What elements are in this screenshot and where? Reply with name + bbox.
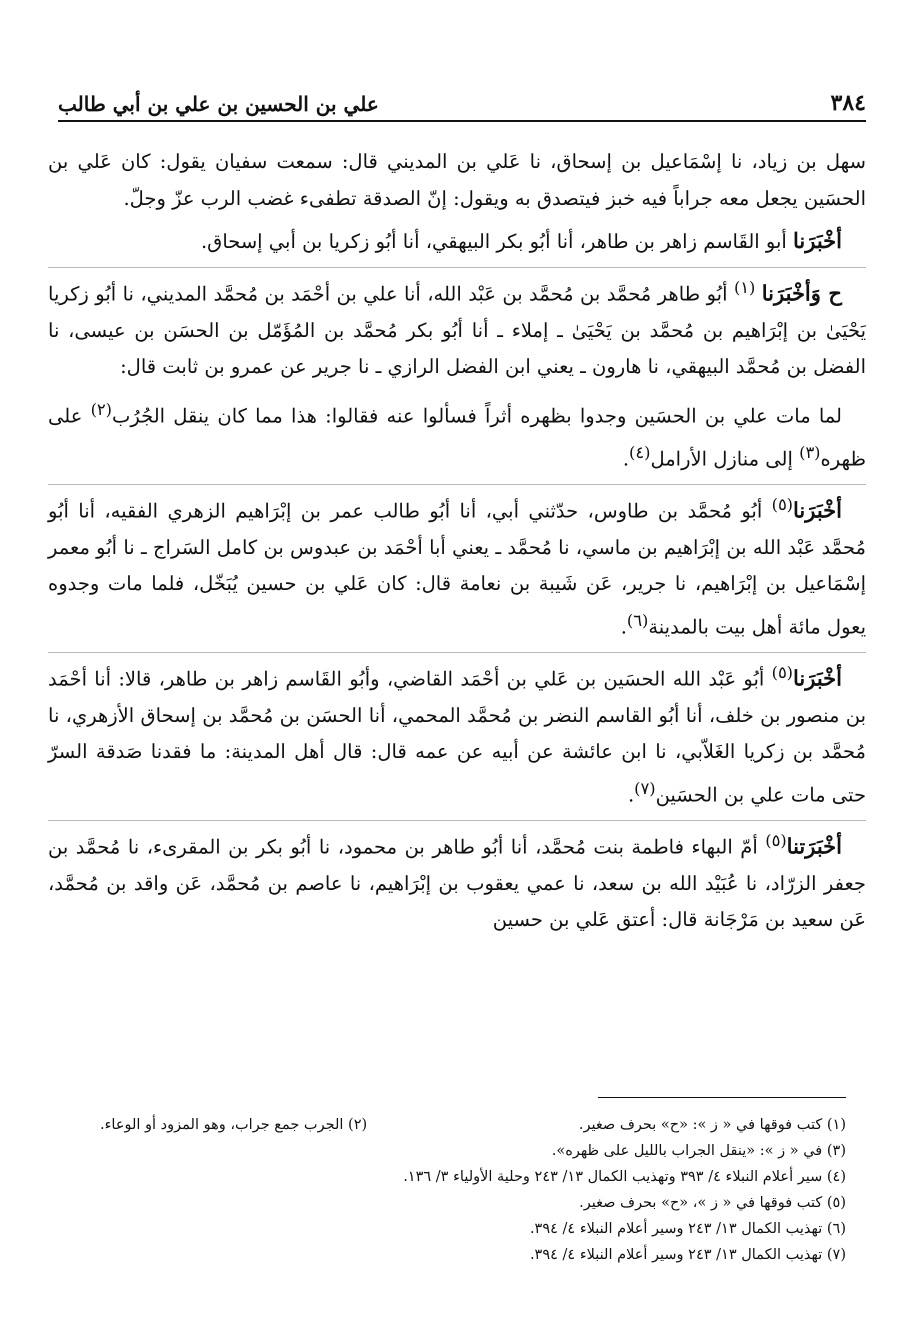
narration-keyword: أخْبَرَنا	[793, 665, 842, 690]
main-text	[48, 144, 866, 945]
paragraph-text: لما مات علي بن الحسَين وجدوا بظهره أثراً فسألوا عنه فقالوا: هذا مما كان ينقل الجُرُب	[111, 404, 843, 427]
footnotes	[100, 1112, 846, 1268]
footnote-3	[100, 1138, 846, 1164]
page-number: ٣٨٤	[830, 90, 866, 116]
paragraph-text: أبو القَاسم زاهر بن طاهر، أنا أبُو بكر البيهقي، أنا أبُو زكريا بن أبي إسحاق.	[200, 230, 794, 253]
footnote-ref: (٥)	[771, 494, 794, 514]
footnote-ref: (٣)	[799, 442, 821, 462]
footnote-1	[579, 1112, 846, 1138]
footnote-2	[100, 1112, 367, 1138]
footnote-ref: (٤)	[629, 442, 651, 462]
footnote-label: (٥)	[826, 1195, 846, 1211]
footnote-text: سير أعلام النبلاء ٤/ ٣٩٣ وتهذيب الكمال ١٣/ ٢٤٣ وحلية الأولياء ٣/ ١٣٦.	[403, 1169, 823, 1185]
footnote-ref: (٦)	[626, 610, 649, 630]
footnote-ref: (٥)	[771, 662, 794, 682]
footnote-ref: (١)	[733, 277, 756, 297]
paragraph-2	[48, 223, 866, 261]
paragraph-end: .	[627, 783, 635, 806]
paragraph-end: .	[622, 447, 630, 470]
paragraph-text: أمّ البهاء فاطمة بنت مُحمَّد، أنا أبُو طاهر بن محمود، نا أبُو بكر بن المقرىء، نا مُحمَّد بن جعفر الزرّاد، نا عُبَيْد الله بن سعد، نا عمي يعقوب بن إبْرَاهيم، نا عاصم بن مُحمَّد، عَن واقد بن مُحمَّد، عَن سعيد بن مَرْجَانة قال: أعتق عَلي بن حسين	[48, 835, 866, 931]
narration-keyword: ح وَأخْبَرَنا	[761, 280, 842, 305]
footnote-text: تهذيب الكمال ١٣/ ٢٤٣ وسير أعلام النبلاء ٤/ ٣٩٤.	[529, 1247, 823, 1263]
footnote-4	[100, 1164, 846, 1190]
paragraph-7	[48, 820, 866, 939]
paragraph-6	[48, 652, 866, 814]
footnote-ref: (٧)	[634, 778, 656, 798]
footnote-7	[100, 1242, 846, 1268]
footnote-label: (٢)	[348, 1117, 368, 1133]
header-rule	[58, 120, 866, 122]
narration-keyword: أخْبَرَنا	[793, 497, 842, 522]
paragraph-text: إلى منازل الأرامل	[650, 447, 800, 470]
narration-keyword: أخْبَرَنا	[793, 228, 842, 253]
footnote-label: (٤)	[826, 1169, 846, 1185]
paragraph-5	[48, 484, 866, 646]
footnote-text: الجرب جمع جراب، وهو المزود أو الوعاء.	[100, 1117, 344, 1133]
page-header	[58, 80, 866, 116]
footnote-text: تهذيب الكمال ١٣/ ٢٤٣ وسير أعلام النبلاء ٤/ ٣٩٤.	[529, 1221, 823, 1237]
footnote-row	[100, 1112, 846, 1138]
running-title: علي بن الحسين بن علي بن أبي طالب	[58, 92, 379, 116]
paragraph-end: .	[620, 615, 627, 638]
paragraph-text: على ظهره	[48, 404, 866, 470]
footnote-label: (٧)	[826, 1247, 846, 1263]
narration-keyword: أخْبَرَتنا	[786, 833, 842, 858]
footnote-text: في « ز »: «ينقل الجراب بالليل على ظهره».	[551, 1143, 823, 1159]
footnote-rule	[598, 1097, 846, 1098]
paragraph-text: أبُو مُحمَّد بن طاوس، حدّثني أبي، أنا أبُو طالب عمر بن إبْرَاهيم الزهري الفقيه، أنا أبُو مُحمَّد عَبْد الله بن إبْرَاهيم بن ماسي، نا مُحمَّد ـ يعني أبا أحْمَد بن عبدوس بن كامل السَراج ـ نا أبُو معمر إسْمَاعيل بن إبْرَاهيم، نا جرير، عَن شَيبة بن نعامة قال: كان عَلي بن حسين يُبَخّل، فلما مات وجدوه يعول مائة أهل بيت بالمدينة	[48, 499, 866, 638]
footnote-text: كتب فوقها في « ز »، «ح» بحرف صغير.	[579, 1195, 823, 1211]
paragraph-text: أبُو عَبْد الله الحسَين بن عَلي بن أحْمَد القاضي، وأبُو القَاسم زاهر بن طاهر، قالا: أنا أحْمَد بن منصور بن خلف، أنا أبُو القاسم النضر بن مُحمَّد المحمي، أنا الحسَن بن مُحمَّد بن إسحاق الأزهري، نا مُحمَّد بن زكريا الغَلاّبي، نا ابن عائشة عن أبيه عن عمه قال: قال أهل المدينة: ما فقدنا صَدقة السرّ حتى مات علي بن الحسَين	[48, 667, 866, 806]
footnote-label: (٦)	[826, 1221, 846, 1237]
footnote-text: كتب فوقها في « ز »: «ح» بحرف صغير.	[578, 1117, 823, 1133]
paragraph-1: سهل بن زياد، نا إسْمَاعيل بن إسحاق، نا عَلي بن المديني قال: سمعت سفيان يقول: كان عَلي بن الحسَين يجعل معه جراباً فيه خبز فيتصدق به ويقول: إنّ الصدقة تطفىء غضب الرب عزّ وجلّ.	[48, 150, 866, 210]
paragraph-3	[48, 267, 866, 386]
footnote-ref: (٥)	[765, 830, 787, 850]
footnote-5	[100, 1190, 846, 1216]
footnote-label: (٣)	[826, 1143, 846, 1159]
footnote-label: (١)	[826, 1117, 846, 1133]
paragraph-text: أبُو طاهر مُحمَّد بن مُحمَّد بن عَبْد الله، أنا علي بن أحْمَد بن مُحمَّد المديني، نا أبُو زكريا يَحْيَىٰ بن إبْرَاهيم بن مُحمَّد بن يَحْيَىٰ ـ إملاء ـ أنا أبُو بكر مُحمَّد بن المُؤَمّل بن الحسَن بن عيسى، نا الفضل بن مُحمَّد البيهقي، نا هارون ـ يعني ابن الفضل الرازي ـ نا جرير عن عمرو بن ثابت قال:	[48, 282, 866, 378]
footnote-6	[100, 1216, 846, 1242]
paragraph-4	[48, 392, 866, 478]
footnote-ref: (٢)	[90, 399, 112, 419]
